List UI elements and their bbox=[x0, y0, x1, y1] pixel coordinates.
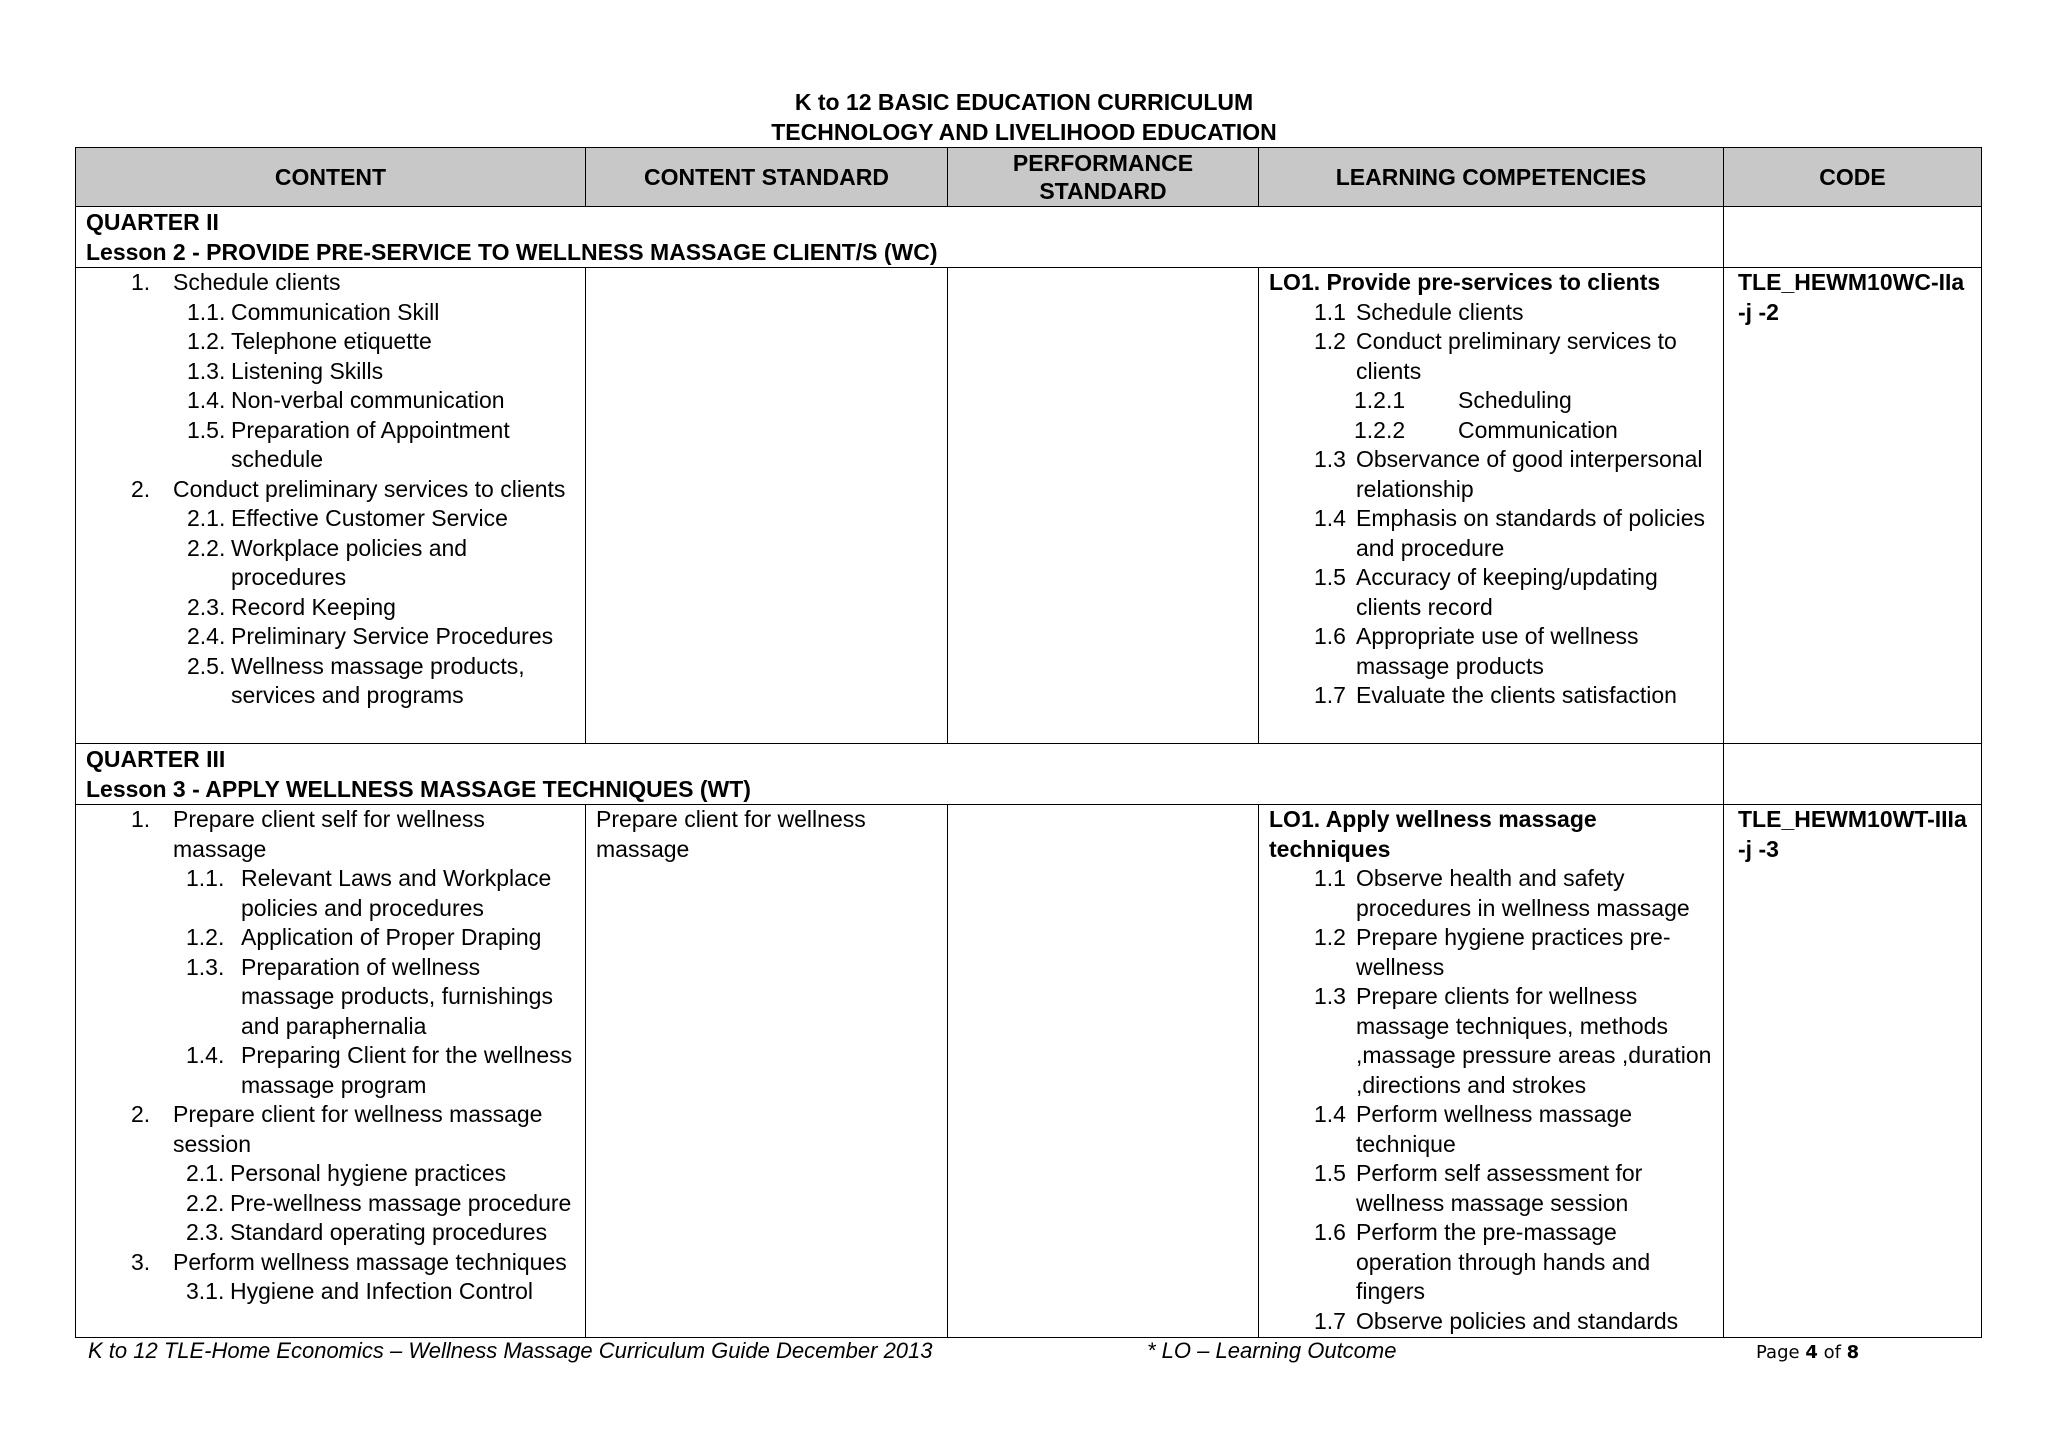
section-header-row bbox=[76, 744, 1982, 805]
competency-item bbox=[1269, 504, 1713, 563]
content-list-item bbox=[86, 357, 575, 387]
table-row bbox=[76, 268, 1982, 744]
item-number: 1.2 bbox=[1314, 328, 1346, 354]
item-number: 1.3. bbox=[187, 357, 226, 384]
competency-item bbox=[1269, 864, 1713, 923]
column-header: CONTENT STANDARD bbox=[586, 148, 948, 207]
content-list-item bbox=[86, 1189, 575, 1219]
content-list-item bbox=[86, 534, 575, 593]
item-number: 1.1 bbox=[1314, 865, 1346, 891]
competency-item bbox=[1269, 1159, 1713, 1218]
item-number: 2.1. bbox=[187, 505, 226, 531]
competency-code: TLE_HEWM10WT-IIIa-j -3 bbox=[1738, 806, 1967, 862]
column-header: CODE bbox=[1724, 148, 1982, 207]
item-text: Prepare client for wellness massage session bbox=[173, 1101, 543, 1157]
content-standard-text: Prepare client for wellness massage bbox=[596, 806, 866, 862]
curriculum-table bbox=[75, 147, 1982, 1338]
content-cell bbox=[76, 805, 586, 1338]
section-code-cell bbox=[1724, 744, 1982, 805]
item-number: 2.3. bbox=[186, 1219, 225, 1245]
competency-item bbox=[1269, 923, 1713, 982]
item-number: 2.2. bbox=[186, 1189, 225, 1216]
item-text: Standard operating procedures bbox=[230, 1219, 548, 1245]
item-text: Perform wellness massage techniques bbox=[173, 1248, 567, 1275]
item-number: 1.6 bbox=[1314, 623, 1346, 649]
item-text: Prepare clients for wellness massage techniques, methods ,massage pressure areas ,duration ,directions and strokes bbox=[1356, 983, 1712, 1098]
item-text: Conduct preliminary services to clients bbox=[1356, 328, 1677, 384]
item-text: Prepare hygiene practices pre-wellness bbox=[1356, 924, 1671, 980]
competency-item bbox=[1269, 982, 1713, 1100]
footer-lo-note: * LO – Learning Outcome bbox=[1147, 1338, 1397, 1363]
item-text: Observe health and safety procedures in wellness massage bbox=[1356, 865, 1690, 921]
item-text: Record Keeping bbox=[231, 593, 396, 620]
item-number: 2.5. bbox=[187, 652, 226, 679]
item-text: Perform the pre-massage operation through hands and fingers bbox=[1356, 1219, 1651, 1304]
table-header-row bbox=[76, 148, 1982, 207]
item-number: 1.1 bbox=[1314, 298, 1346, 325]
item-text: Schedule clients bbox=[173, 269, 341, 295]
table-row bbox=[76, 805, 1982, 1338]
item-text: Schedule clients bbox=[1356, 298, 1524, 325]
item-number: 1. bbox=[131, 269, 151, 295]
learning-competencies-cell bbox=[1259, 268, 1724, 744]
competency-item bbox=[1269, 563, 1713, 622]
item-text: Preparation of wellness massage products, furnishings and paraphernalia bbox=[241, 953, 553, 1039]
item-text: Telephone etiquette bbox=[231, 328, 432, 354]
section-header-row bbox=[76, 207, 1982, 268]
document-title-line1: K to 12 BASIC EDUCATION CURRICULUM bbox=[794, 89, 1254, 115]
item-number: 1.4 bbox=[1314, 505, 1346, 531]
item-text: Non-verbal communication bbox=[231, 387, 505, 413]
content-list-item bbox=[86, 386, 575, 416]
item-text: Scheduling bbox=[1458, 387, 1572, 413]
item-text: Preliminary Service Procedures bbox=[231, 623, 554, 649]
section-code-cell bbox=[1724, 207, 1982, 268]
item-text: Perform self assessment for wellness massage session bbox=[1356, 1160, 1643, 1216]
competency-item bbox=[1269, 1218, 1713, 1307]
item-text: Personal hygiene practices bbox=[230, 1160, 507, 1186]
competency-item bbox=[1269, 445, 1713, 504]
content-list-item bbox=[86, 298, 575, 328]
learning-competencies-cell bbox=[1259, 805, 1724, 1338]
page-number: Page 4 of 8 bbox=[1756, 1342, 1860, 1363]
item-text: Perform wellness massage technique bbox=[1356, 1101, 1633, 1157]
item-text: Accuracy of keeping/updating clients record bbox=[1356, 564, 1658, 620]
quarter-label: QUARTER III bbox=[86, 746, 226, 772]
item-number: 1.1. bbox=[186, 865, 225, 891]
content-list-item bbox=[86, 923, 575, 953]
content-list-item bbox=[86, 1277, 575, 1307]
item-number: 1.3. bbox=[186, 953, 225, 980]
item-text: Observe policies and standards bbox=[1356, 1307, 1679, 1334]
item-text: Workplace policies and procedures bbox=[231, 534, 468, 590]
item-number: 3.1. bbox=[186, 1278, 225, 1304]
item-number: 1. bbox=[131, 806, 151, 832]
content-list-item bbox=[86, 1218, 575, 1248]
code-cell bbox=[1724, 268, 1982, 744]
content-list-item bbox=[86, 504, 575, 534]
item-text: Communication Skill bbox=[231, 298, 440, 325]
item-number: 1.1. bbox=[187, 298, 226, 325]
section-header-cell bbox=[76, 207, 1724, 268]
section-header-cell bbox=[76, 744, 1724, 805]
item-number: 2. bbox=[131, 1101, 151, 1127]
item-text: Preparation of Appointment schedule bbox=[231, 416, 510, 472]
learning-outcome-title: LO1. Apply wellness massage techniques bbox=[1269, 806, 1597, 862]
item-number: 2. bbox=[131, 475, 151, 502]
item-number: 2.4. bbox=[187, 623, 226, 649]
item-text: Listening Skills bbox=[231, 357, 384, 384]
item-number: 1.6 bbox=[1314, 1219, 1346, 1245]
performance-standard-cell bbox=[948, 805, 1259, 1338]
item-text: Relevant Laws and Workplace policies and procedures bbox=[241, 865, 552, 921]
item-number: 1.2. bbox=[186, 924, 225, 950]
content-list-item bbox=[86, 652, 575, 711]
item-text: Communication bbox=[1458, 416, 1618, 443]
item-number: 1.2. bbox=[187, 328, 226, 354]
competency-item bbox=[1269, 416, 1713, 446]
item-text: Wellness massage products, services and programs bbox=[231, 652, 525, 708]
item-number: 1.4. bbox=[186, 1042, 225, 1068]
item-number: 1.7 bbox=[1314, 682, 1346, 708]
learning-outcome-title: LO1. Provide pre-services to clients bbox=[1269, 269, 1661, 295]
content-list-item bbox=[86, 805, 575, 864]
item-text: Emphasis on standards of policies and procedure bbox=[1356, 505, 1706, 561]
content-list-item bbox=[86, 864, 575, 923]
item-text: Hygiene and Infection Control bbox=[230, 1278, 534, 1304]
competency-code: TLE_HEWM10WC-IIa-j -2 bbox=[1738, 269, 1965, 325]
content-list-item bbox=[86, 1248, 575, 1278]
performance-standard-cell bbox=[948, 268, 1259, 744]
item-number: 1.4. bbox=[187, 387, 226, 413]
content-standard-cell bbox=[586, 805, 948, 1338]
item-number: 1.2.1 bbox=[1354, 387, 1406, 413]
item-text: Effective Customer Service bbox=[231, 505, 508, 531]
item-text: Observance of good interpersonal relationship bbox=[1356, 446, 1703, 502]
item-number: 3. bbox=[131, 1248, 151, 1275]
content-list-item bbox=[86, 593, 575, 623]
competency-item bbox=[1269, 327, 1713, 386]
item-text: Prepare client self for wellness massage bbox=[173, 806, 485, 862]
content-list-item bbox=[86, 268, 575, 298]
content-list-item bbox=[86, 1159, 575, 1189]
column-header: PERFORMANCE STANDARD bbox=[948, 148, 1259, 207]
item-text: Application of Proper Draping bbox=[241, 924, 542, 950]
item-number: 1.2 bbox=[1314, 924, 1346, 950]
item-number: 1.3 bbox=[1314, 446, 1346, 472]
column-header: LEARNING COMPETENCIES bbox=[1259, 148, 1724, 207]
competency-item bbox=[1269, 1100, 1713, 1159]
item-number: 2.3. bbox=[187, 593, 226, 620]
item-number: 2.1. bbox=[186, 1160, 225, 1186]
item-number: 1.5 bbox=[1314, 1160, 1346, 1186]
competency-item bbox=[1269, 386, 1713, 416]
code-cell bbox=[1724, 805, 1982, 1338]
item-text: Conduct preliminary services to clients bbox=[173, 475, 566, 502]
item-number: 1.7 bbox=[1314, 1307, 1346, 1334]
footer-guide-title: K to 12 TLE-Home Economics – Wellness Massage Curriculum Guide December 2013 bbox=[88, 1338, 933, 1363]
item-number: 1.4 bbox=[1314, 1101, 1346, 1127]
item-text: Pre-wellness massage procedure bbox=[230, 1189, 572, 1216]
content-list-item bbox=[86, 475, 575, 505]
item-number: 2.2. bbox=[187, 534, 226, 561]
content-list-item bbox=[86, 1041, 575, 1100]
column-header: CONTENT bbox=[76, 148, 586, 207]
competency-item bbox=[1269, 298, 1713, 328]
content-list-item bbox=[86, 416, 575, 475]
item-number: 1.3 bbox=[1314, 983, 1346, 1009]
competency-item bbox=[1269, 1307, 1713, 1337]
competency-item bbox=[1269, 681, 1713, 711]
content-list-item bbox=[86, 622, 575, 652]
content-list-item bbox=[86, 953, 575, 1042]
content-cell bbox=[76, 268, 586, 744]
document-title-line2: TECHNOLOGY AND LIVELIHOOD EDUCATION bbox=[771, 119, 1277, 145]
item-number: 1.2.2 bbox=[1354, 416, 1406, 443]
item-text: Evaluate the clients satisfaction bbox=[1356, 682, 1677, 708]
lesson-title: Lesson 2 - PROVIDE PRE-SERVICE TO WELLNESS MASSAGE CLIENT/S (WC) bbox=[86, 239, 938, 265]
item-text: Appropriate use of wellness massage products bbox=[1356, 623, 1639, 679]
lesson-title: Lesson 3 - APPLY WELLNESS MASSAGE TECHNIQUES (WT) bbox=[86, 776, 751, 802]
item-number: 1.5. bbox=[187, 416, 226, 443]
item-number: 1.5 bbox=[1314, 564, 1346, 590]
quarter-label: QUARTER II bbox=[86, 209, 219, 235]
competency-item bbox=[1269, 622, 1713, 681]
content-list-item bbox=[86, 1100, 575, 1159]
content-list-item bbox=[86, 327, 575, 357]
item-text: Preparing Client for the wellness massage program bbox=[241, 1042, 573, 1098]
content-standard-cell bbox=[586, 268, 948, 744]
